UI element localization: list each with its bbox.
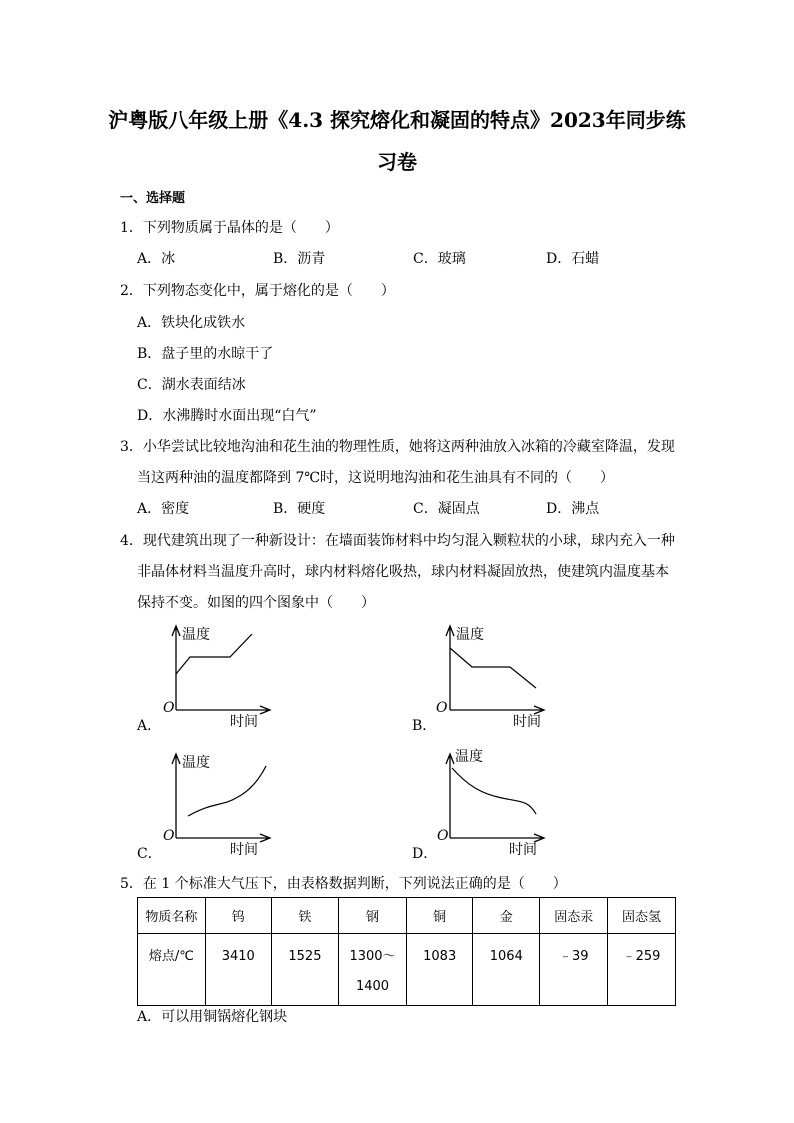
question-5: 5．在 1 个标准大气压下，由表格数据判断，下列说法正确的是（ ） (120, 876, 567, 892)
graph-b-curve (450, 648, 536, 688)
q3-option-a: A．密度 (137, 501, 190, 517)
q2-option-b: B．盘子里的水晾干了 (137, 346, 274, 362)
graph-b-y-label: 温度 (456, 627, 484, 643)
page-title-line1: 沪粤版八年级上册《4.3 探究熔化和凝固的特点》2023年同步练 (108, 108, 686, 132)
q3-option-b: B．硬度 (273, 501, 326, 517)
graph-d-y-label: 温度 (455, 749, 483, 765)
table-cell: 1064 (473, 934, 540, 1006)
table-cell: 3410 (205, 934, 271, 1006)
q2-option-d: D．水沸腾时水面出现“白气” (137, 408, 317, 424)
q5-option-a: A．可以用铜锅熔化钢块 (137, 1009, 288, 1025)
question-4-line3: 保持不变。如图的四个图象中（ ） (137, 595, 375, 611)
graph-a-y-label: 温度 (182, 627, 210, 643)
graph-b-y-axis (446, 626, 454, 710)
graph-d-y-axis (446, 754, 454, 838)
table-header-cell: 物质名称 (138, 898, 206, 934)
q1-option-b: B．沥青 (273, 251, 326, 267)
graph-d-origin: O (437, 828, 449, 844)
q1-option-a: A．冰 (137, 251, 176, 267)
q4-option-b: B． (412, 718, 437, 734)
graph-c-x-label: 时间 (230, 842, 258, 858)
table-cell-steel-line2: 1400 (355, 979, 390, 994)
graph-a (158, 622, 278, 732)
graph-c-y-axis (172, 754, 180, 838)
graph-c-y-label: 温度 (182, 755, 210, 771)
melting-point-table (137, 897, 676, 1006)
question-4-line1: 4．现代建筑出现了一种新设计：在墙面装饰材料中均匀混入颗粒状的小球，球内充入一种 (120, 533, 675, 549)
table-cell-steel (338, 934, 406, 1006)
section-heading: 一、选择题 (120, 191, 186, 206)
table-header-cell: 钢 (338, 898, 406, 934)
q2-option-a: A．铁块化成铁水 (137, 315, 246, 331)
graph-c-curve (188, 766, 266, 816)
graph-d-x-label: 时间 (509, 842, 537, 858)
q4-option-d: D． (412, 846, 438, 862)
table-header-cell: 铁 (271, 898, 338, 934)
question-1: 1．下列物质属于晶体的是（ ） (120, 220, 339, 236)
q4-option-c: C． (137, 846, 162, 862)
table-header-cell: 铜 (407, 898, 473, 934)
question-3-line2: 当这两种油的温度都降到 7℃时，这说明地沟油和花生油具有不同的（ ） (137, 470, 615, 486)
table-row-label: 熔点/℃ (138, 934, 206, 1006)
table-cell: 1083 (407, 934, 473, 1006)
table-header-cell: 钨 (205, 898, 271, 934)
graph-a-origin: O (163, 700, 175, 716)
question-2: 2．下列物态变化中，属于熔化的是（ ） (120, 283, 395, 299)
graph-a-x-label: 时间 (230, 714, 258, 730)
table-header-cell: 固态汞 (540, 898, 608, 934)
q1-option-d: D．石蜡 (546, 251, 600, 267)
table-cell: ﹣259 (608, 934, 676, 1006)
graph-d-curve (452, 768, 536, 814)
graph-c (158, 750, 278, 860)
q2-option-c: C．湖水表面结冰 (137, 377, 246, 393)
table-header-cell: 固态氢 (608, 898, 676, 934)
graph-b-origin: O (436, 700, 448, 716)
table-row (138, 934, 676, 1006)
q4-option-a: A． (137, 718, 162, 734)
q1-option-c: C．玻璃 (413, 251, 466, 267)
q3-option-c: C．凝固点 (413, 501, 480, 517)
page-title-line2: 习卷 (377, 150, 417, 174)
table-cell-steel-line1: 1300～ (349, 949, 396, 964)
table-header-row (138, 898, 676, 934)
table-cell: 1525 (271, 934, 338, 1006)
graph-a-y-axis (172, 626, 180, 710)
q3-option-d: D．沸点 (546, 501, 600, 517)
question-3-line1: 3．小华尝试比较地沟油和花生油的物理性质，她将这两种油放入冰箱的冷藏室降温，发现 (120, 439, 675, 455)
table-cell: ﹣39 (540, 934, 608, 1006)
table-header-cell: 金 (473, 898, 540, 934)
question-4-line2: 非晶体材料当温度升高时，球内材料熔化吸热，球内材料凝固放热，使建筑内温度基本 (137, 564, 669, 580)
graph-c-origin: O (163, 828, 175, 844)
graph-b-x-label: 时间 (513, 714, 541, 730)
